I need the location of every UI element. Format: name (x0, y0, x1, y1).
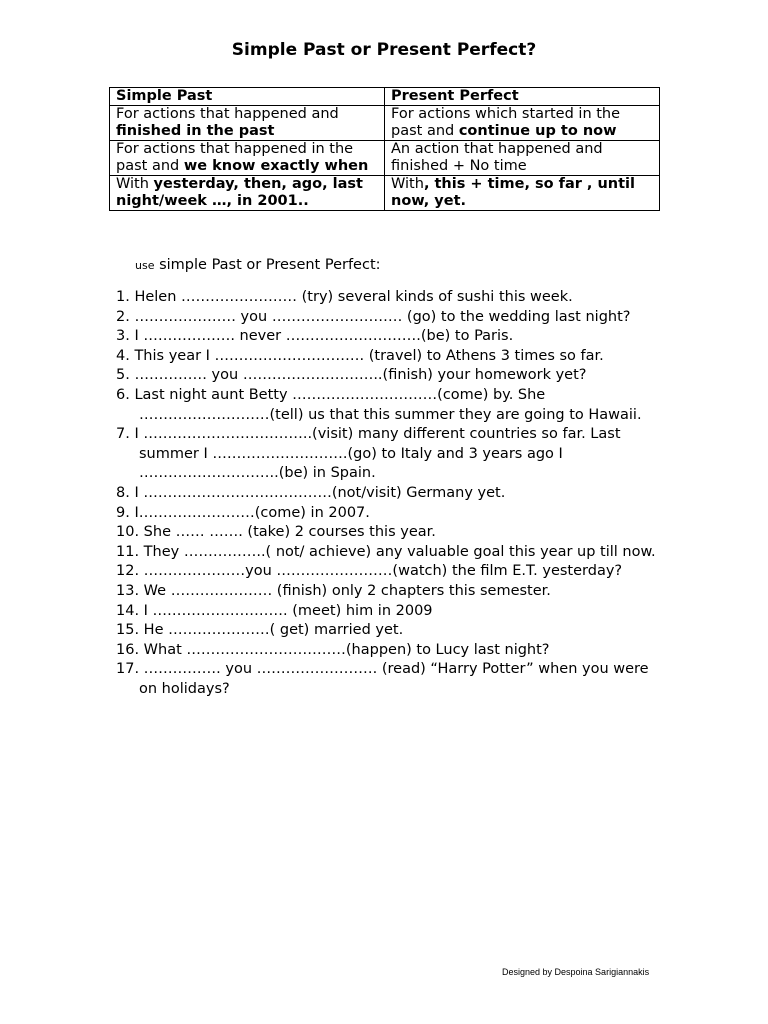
list-item (116, 484, 656, 504)
item-text: I ………………………. (meet) him in 2009 (143, 602, 433, 619)
list-item (116, 621, 656, 641)
item-number: 17. (116, 661, 140, 678)
list-item (116, 660, 656, 699)
header-simple-past: Simple Past (110, 88, 385, 106)
cell-text: For actions that happened in the past and (116, 141, 354, 174)
item-text: …………… you ………………………..(finish) your homework yet? (134, 367, 587, 384)
list-item (116, 366, 656, 386)
list-item (116, 386, 656, 425)
list-item (116, 602, 656, 622)
table-cell (385, 176, 660, 211)
item-text: ………………… you ……………………… (go) to the wedding last night? (134, 308, 631, 325)
item-number: 9. (116, 504, 130, 521)
list-item (116, 288, 656, 308)
item-number: 14. (116, 602, 140, 619)
item-number: 10. (116, 524, 140, 541)
item-number: 11. (116, 543, 140, 560)
exercise-list (116, 288, 656, 699)
item-text: Last night aunt Betty …………………………(come) by. She ………………………(tell) us that this summer they are going to Hawaii. (134, 386, 642, 423)
cell-text: For actions that happened and (116, 106, 339, 122)
item-text: …………………you ……………………(watch) the film E.T. yesterday? (143, 563, 623, 580)
list-item (116, 504, 656, 524)
cell-bold-text: we know exactly when (183, 158, 369, 174)
item-number: 3. (116, 328, 130, 345)
list-item (116, 327, 656, 347)
list-item (116, 523, 656, 543)
rules-table (109, 87, 660, 211)
list-item (116, 543, 656, 563)
item-text: What ……………………………(happen) to Lucy last night? (143, 641, 550, 658)
exercise-instruction (135, 257, 381, 273)
table-row (110, 141, 660, 176)
list-item (116, 641, 656, 661)
item-number: 5. (116, 367, 130, 384)
table-cell (385, 141, 660, 176)
list-item (116, 347, 656, 367)
table-row (110, 106, 660, 141)
item-number: 12. (116, 563, 140, 580)
item-text: They ……………..( not/ achieve) any valuable goal this year up till now. (143, 543, 656, 560)
cell-bold-text: finished in the past (116, 123, 275, 139)
item-number: 6. (116, 386, 130, 403)
cell-bold-text: continue up to now (458, 123, 617, 139)
cell-text: An action that happened and finished + No time (391, 141, 603, 174)
cell-bold-text: , this + time, so far , until now, yet. (391, 176, 636, 209)
table-header-row (110, 88, 660, 106)
item-text: We ………………… (finish) only 2 chapters this semester. (143, 582, 551, 599)
designer-credit: Designed by Despoina Sarigiannakis (502, 967, 650, 977)
item-number: 8. (116, 484, 130, 501)
table-cell (110, 106, 385, 141)
item-number: 2. (116, 308, 130, 325)
item-text: He …………………( get) married yet. (143, 622, 404, 639)
item-text: I……………………(come) in 2007. (134, 504, 370, 521)
item-text: She …… ……. (take) 2 courses this year. (143, 524, 436, 541)
list-item (116, 308, 656, 328)
item-text: I ……………………………..(visit) many different countries so far. Last summer I ……………………….(go) to Italy and 3 years ago I ………………………..(be) in Spain. (134, 426, 621, 482)
table-cell (110, 141, 385, 176)
item-number: 1. (116, 289, 130, 305)
instruction-lead: use (135, 259, 155, 272)
item-text: I …………………………………(not/visit) Germany yet. (134, 484, 506, 501)
instruction-text: simple Past or Present Perfect: (154, 257, 381, 273)
item-text: Helen …………………… (try) several kinds of sushi this week. (134, 289, 573, 305)
table-cell (385, 106, 660, 141)
item-number: 16. (116, 641, 140, 658)
item-number: 15. (116, 622, 140, 639)
table-row (110, 176, 660, 211)
item-number: 13. (116, 582, 140, 599)
item-number: 4. (116, 347, 130, 364)
header-present-perfect: Present Perfect (385, 88, 660, 106)
cell-bold-text: yesterday, then, ago, last night/week …, in 2001.. (116, 176, 363, 209)
item-text: I ………………. never ……………………….(be) to Paris. (134, 328, 514, 345)
list-item (116, 582, 656, 602)
page-title: Simple Past or Present Perfect? (231, 40, 537, 60)
item-text: This year I …………………………. (travel) to Athens 3 times so far. (134, 347, 604, 364)
cell-text: With (391, 176, 424, 192)
cell-text: For actions which started in the past and (391, 106, 621, 139)
list-item (116, 562, 656, 582)
cell-text: With (116, 176, 154, 192)
table-cell (110, 176, 385, 211)
list-item (116, 425, 656, 484)
item-number: 7. (116, 426, 130, 443)
item-text: ……………. you ……………………. (read) “Harry Potter” when you were on holidays? (139, 661, 649, 697)
